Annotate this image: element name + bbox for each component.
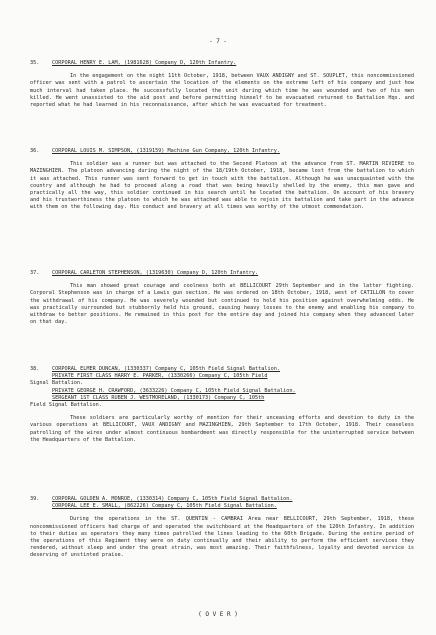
citation-number: 38.	[30, 366, 40, 372]
citation-number: 35.	[30, 60, 40, 66]
citation-heading: CORPORAL CARLETON STEPHENSON, (1319630) Company D, 120th Infantry.	[52, 270, 259, 276]
citation-35	[30, 60, 414, 109]
citation-38	[30, 366, 414, 444]
citation-heading: CORPORAL HENRY E. LAM, (1981628) Company D, 120th Infantry.	[52, 60, 237, 66]
citation-heading: CORPORAL ELMER DUNCAN, (1330337) Company C, 105th Field Signal Battalion. PRIVATE FIRST CLASS HARRY E. PARKER, (1330266) Company C, 105th Field Signal Battalion. PRIVATE GEORGE H. CRAWFORD, (3633226) Company C, 105th Field Signal Battalion. SERGEANT 1ST CLASS RUBEN J. WESTMORELAND, (1330173) Company C, 105th Field Signal Battalion.	[30, 366, 296, 409]
citation-heading: CORPORAL GOLDEN A. MONROE, (1330314) Company C, 105th Field Signal Battalion. CORPORAL LEE E. SMALL, (862226) Company C, 105th Field Signal Battalion.	[52, 496, 293, 510]
citation-body: In the engagement on the night 11th October, 1918, between VAUX ANDIGNY and ST. SOUPLET, this noncommissioned officer was sent with a patrol to ascertain the location of the elements on the extreme left of his company and just how much interval had taken place. He successfully located the unit during which time he was wounded and two of his men killed. He went unassisted to the aid post and before permitting himself to be evacuated returned to Battalion Hqs. and reported what he had learned in his reconnaissance, after which he was evacuated for treatment.	[30, 73, 414, 109]
page-number: - 7 -	[208, 38, 228, 45]
citation-number: 39.	[30, 496, 40, 502]
citation-heading: CORPORAL LOUIS M. SIMPSON, (1319159) Machine Gun Company, 120th Infantry.	[52, 148, 280, 154]
citation-body: These soldiers are particularly worthy of mention for their unceasing efforts and devotion to duty in the various operations at BELLICOURT, VAUX ANDIGNY and MAZINGHIEN, 29th September to 17th October, 1918. Their ceaseless patrolling of the wires under almost continuous bombardment was directly responsible for the uninterrupted service between the Headquarters of the Battalion.	[30, 415, 414, 443]
citation-36	[30, 148, 414, 212]
citation-body: During the operations in the ST. QUENTIN - CAMBRAI Area near BELLICOURT, 29th September, 1918, these noncommissioned officers had charge of and operated the switchboard at the Headquarters of the 120th Infantry. In addition to their duties as operators they many times patrolled the lines leading to the 60th Brigade. During the entire period of the operations of this Regiment they were on duty continually and their ability to perform the efficient services they rendered, without sleep and under the great strain, was most amazing. Their faithfulness, loyalty and devoted service is deserving of unstinted praise.	[30, 516, 414, 559]
citation-37	[30, 270, 414, 326]
page-footer: ( O V E R )	[198, 611, 238, 618]
citation-number: 36.	[30, 148, 40, 154]
citation-39	[30, 496, 414, 560]
citation-body: This man showed great courage and coolness both at BELLICOURT 29th September and in the latter fighting. Corporal Stephenson was in charge of a Lewis gun section. He was ordered on 18th October, 1918, west of CATILLON to cover the withdrawal of his company. He was severely wounded but continued to hold his position against overwhelming odds. He was practically surrounded but stubbornly held his ground, causing heavy losses to the enemy and enabling his company to withdraw to better positions. He remained in this post for the entire day and joined his company when they advanced later on that day.	[30, 283, 414, 326]
citation-number: 37.	[30, 270, 40, 276]
citation-body: This soldier was a runner but was attached to the Second Platoon at the advance from ST. MARTIN RIVIERE to MAZINGHIEN. The platoon advancing during the night of the 18/19th October, 1918, became lost from the battalion to which it was attached. This runner was sent forward to get in touch with the battalion. Although he was unacquainted with the country and although he had to proceed along a road that was being heavily shelled by the enemy, this man gave and practically all the way, this soldier continued in his search until he located the battalion. On account of his bravery and his trustworthiness the platoon to which he was attached was able to rejoin its battalion and take part in the advance with them on the following day. His conduct and bravery at all times was worthy of the utmost commendation.	[30, 161, 414, 211]
